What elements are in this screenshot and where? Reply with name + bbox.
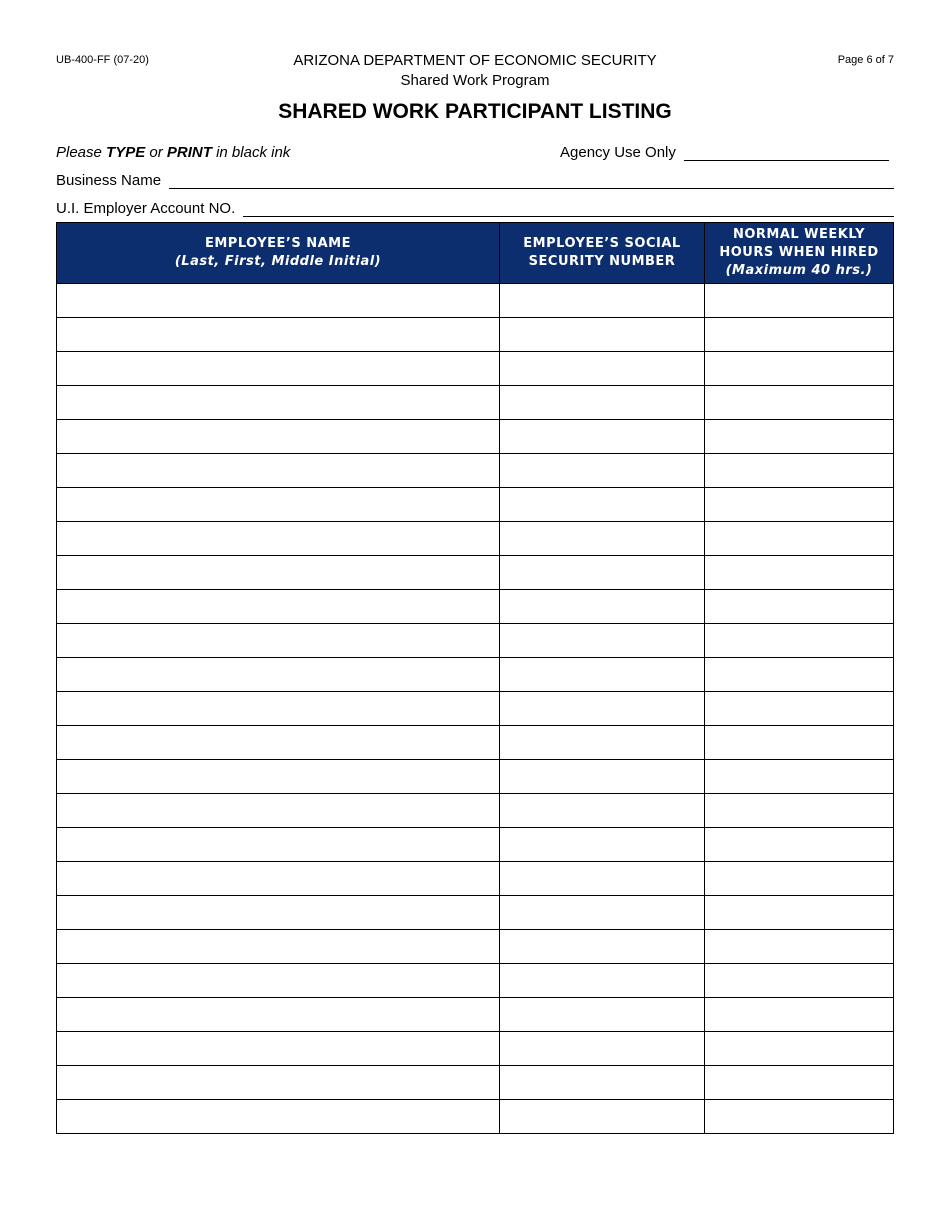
table-row bbox=[57, 590, 894, 624]
account-number-input[interactable] bbox=[243, 202, 894, 217]
ssn-cell[interactable] bbox=[500, 1032, 705, 1066]
ssn-cell[interactable] bbox=[500, 284, 705, 318]
agency-use-label: Agency Use Only bbox=[560, 144, 676, 161]
employee-name-cell[interactable] bbox=[57, 556, 500, 590]
weekly-hours-cell[interactable] bbox=[705, 284, 894, 318]
weekly-hours-cell[interactable] bbox=[705, 658, 894, 692]
table-row bbox=[57, 420, 894, 454]
employee-name-cell[interactable] bbox=[57, 1032, 500, 1066]
participant-table bbox=[56, 222, 894, 1134]
table-row bbox=[57, 998, 894, 1032]
ssn-cell[interactable] bbox=[500, 692, 705, 726]
page-number: Page 6 of 7 bbox=[837, 54, 894, 66]
ssn-cell[interactable] bbox=[500, 726, 705, 760]
weekly-hours-cell[interactable] bbox=[705, 318, 894, 352]
employee-name-cell[interactable] bbox=[57, 590, 500, 624]
ssn-cell[interactable] bbox=[500, 590, 705, 624]
table-row bbox=[57, 794, 894, 828]
table-row bbox=[57, 658, 894, 692]
ssn-cell[interactable] bbox=[500, 862, 705, 896]
employee-name-cell[interactable] bbox=[57, 692, 500, 726]
employee-name-cell[interactable] bbox=[57, 624, 500, 658]
ssn-cell[interactable] bbox=[500, 556, 705, 590]
table-row bbox=[57, 488, 894, 522]
agency-use-field bbox=[560, 144, 889, 161]
table-row bbox=[57, 1100, 894, 1134]
table-row bbox=[57, 386, 894, 420]
employee-name-cell[interactable] bbox=[57, 930, 500, 964]
ssn-cell[interactable] bbox=[500, 1066, 705, 1100]
weekly-hours-cell[interactable] bbox=[705, 862, 894, 896]
weekly-hours-cell[interactable] bbox=[705, 896, 894, 930]
weekly-hours-cell[interactable] bbox=[705, 454, 894, 488]
col-employee-name: EMPLOYEE’S NAME (Last, First, Middle Initial) bbox=[57, 223, 500, 284]
employee-name-cell[interactable] bbox=[57, 522, 500, 556]
ssn-cell[interactable] bbox=[500, 420, 705, 454]
employee-name-cell[interactable] bbox=[57, 964, 500, 998]
table-row bbox=[57, 930, 894, 964]
employee-name-cell[interactable] bbox=[57, 318, 500, 352]
weekly-hours-cell[interactable] bbox=[705, 352, 894, 386]
weekly-hours-cell[interactable] bbox=[705, 998, 894, 1032]
account-number-field bbox=[56, 200, 894, 217]
ssn-cell[interactable] bbox=[500, 828, 705, 862]
weekly-hours-cell[interactable] bbox=[705, 624, 894, 658]
ssn-cell[interactable] bbox=[500, 1100, 705, 1134]
col-weekly-hours: NORMAL WEEKLY HOURS WHEN HIRED (Maximum 40 hrs.) bbox=[705, 223, 894, 284]
weekly-hours-cell[interactable] bbox=[705, 420, 894, 454]
employee-name-cell[interactable] bbox=[57, 352, 500, 386]
table-header-row bbox=[57, 223, 894, 284]
ssn-cell[interactable] bbox=[500, 760, 705, 794]
business-name-label: Business Name bbox=[56, 172, 162, 189]
ssn-cell[interactable] bbox=[500, 522, 705, 556]
weekly-hours-cell[interactable] bbox=[705, 794, 894, 828]
ssn-cell[interactable] bbox=[500, 386, 705, 420]
table-row bbox=[57, 1032, 894, 1066]
account-number-label: U.I. Employer Account NO. bbox=[56, 200, 236, 217]
employee-name-cell[interactable] bbox=[57, 454, 500, 488]
ssn-cell[interactable] bbox=[500, 794, 705, 828]
table-row bbox=[57, 318, 894, 352]
table-row bbox=[57, 964, 894, 998]
business-name-input[interactable] bbox=[169, 174, 894, 189]
weekly-hours-cell[interactable] bbox=[705, 590, 894, 624]
employee-name-cell[interactable] bbox=[57, 488, 500, 522]
table-row bbox=[57, 862, 894, 896]
weekly-hours-cell[interactable] bbox=[705, 760, 894, 794]
employee-name-cell[interactable] bbox=[57, 386, 500, 420]
form-id: UB-400-FF (07-20) bbox=[56, 54, 149, 66]
table-row bbox=[57, 352, 894, 386]
weekly-hours-cell[interactable] bbox=[705, 930, 894, 964]
employee-name-cell[interactable] bbox=[57, 658, 500, 692]
employee-name-cell[interactable] bbox=[57, 862, 500, 896]
program-name: Shared Work Program bbox=[400, 72, 550, 89]
employee-name-cell[interactable] bbox=[57, 896, 500, 930]
weekly-hours-cell[interactable] bbox=[705, 556, 894, 590]
agency-name: ARIZONA DEPARTMENT OF ECONOMIC SECURITY bbox=[293, 52, 657, 69]
employee-name-cell[interactable] bbox=[57, 1100, 500, 1134]
ssn-cell[interactable] bbox=[500, 964, 705, 998]
weekly-hours-cell[interactable] bbox=[705, 386, 894, 420]
table-row bbox=[57, 624, 894, 658]
ssn-cell[interactable] bbox=[500, 624, 705, 658]
table-row bbox=[57, 522, 894, 556]
weekly-hours-cell[interactable] bbox=[705, 1066, 894, 1100]
weekly-hours-cell[interactable] bbox=[705, 522, 894, 556]
agency-use-input[interactable] bbox=[684, 146, 889, 161]
col-ssn: EMPLOYEE’S SOCIAL SECURITY NUMBER bbox=[500, 223, 705, 284]
business-name-field bbox=[56, 172, 894, 189]
ssn-cell[interactable] bbox=[500, 998, 705, 1032]
ink-instruction: Please TYPE or PRINT in black ink bbox=[56, 144, 291, 161]
ssn-cell[interactable] bbox=[500, 488, 705, 522]
ssn-cell[interactable] bbox=[500, 658, 705, 692]
ssn-cell[interactable] bbox=[500, 454, 705, 488]
table-row bbox=[57, 828, 894, 862]
ssn-cell[interactable] bbox=[500, 930, 705, 964]
employee-name-cell[interactable] bbox=[57, 284, 500, 318]
weekly-hours-cell[interactable] bbox=[705, 726, 894, 760]
weekly-hours-cell[interactable] bbox=[705, 1032, 894, 1066]
employee-name-cell[interactable] bbox=[57, 828, 500, 862]
table-row bbox=[57, 1066, 894, 1100]
weekly-hours-cell[interactable] bbox=[705, 488, 894, 522]
table-row bbox=[57, 454, 894, 488]
ssn-cell[interactable] bbox=[500, 318, 705, 352]
employee-name-cell[interactable] bbox=[57, 760, 500, 794]
employee-name-cell[interactable] bbox=[57, 998, 500, 1032]
table-row bbox=[57, 726, 894, 760]
weekly-hours-cell[interactable] bbox=[705, 1100, 894, 1134]
weekly-hours-cell[interactable] bbox=[705, 964, 894, 998]
employee-name-cell[interactable] bbox=[57, 1066, 500, 1100]
table-row bbox=[57, 556, 894, 590]
table-row bbox=[57, 284, 894, 318]
employee-name-cell[interactable] bbox=[57, 794, 500, 828]
table-row bbox=[57, 896, 894, 930]
weekly-hours-cell[interactable] bbox=[705, 828, 894, 862]
table-row bbox=[57, 692, 894, 726]
ssn-cell[interactable] bbox=[500, 896, 705, 930]
ssn-cell[interactable] bbox=[500, 352, 705, 386]
page-title: SHARED WORK PARTICIPANT LISTING bbox=[278, 100, 672, 123]
employee-name-cell[interactable] bbox=[57, 420, 500, 454]
employee-name-cell[interactable] bbox=[57, 726, 500, 760]
table-row bbox=[57, 760, 894, 794]
weekly-hours-cell[interactable] bbox=[705, 692, 894, 726]
